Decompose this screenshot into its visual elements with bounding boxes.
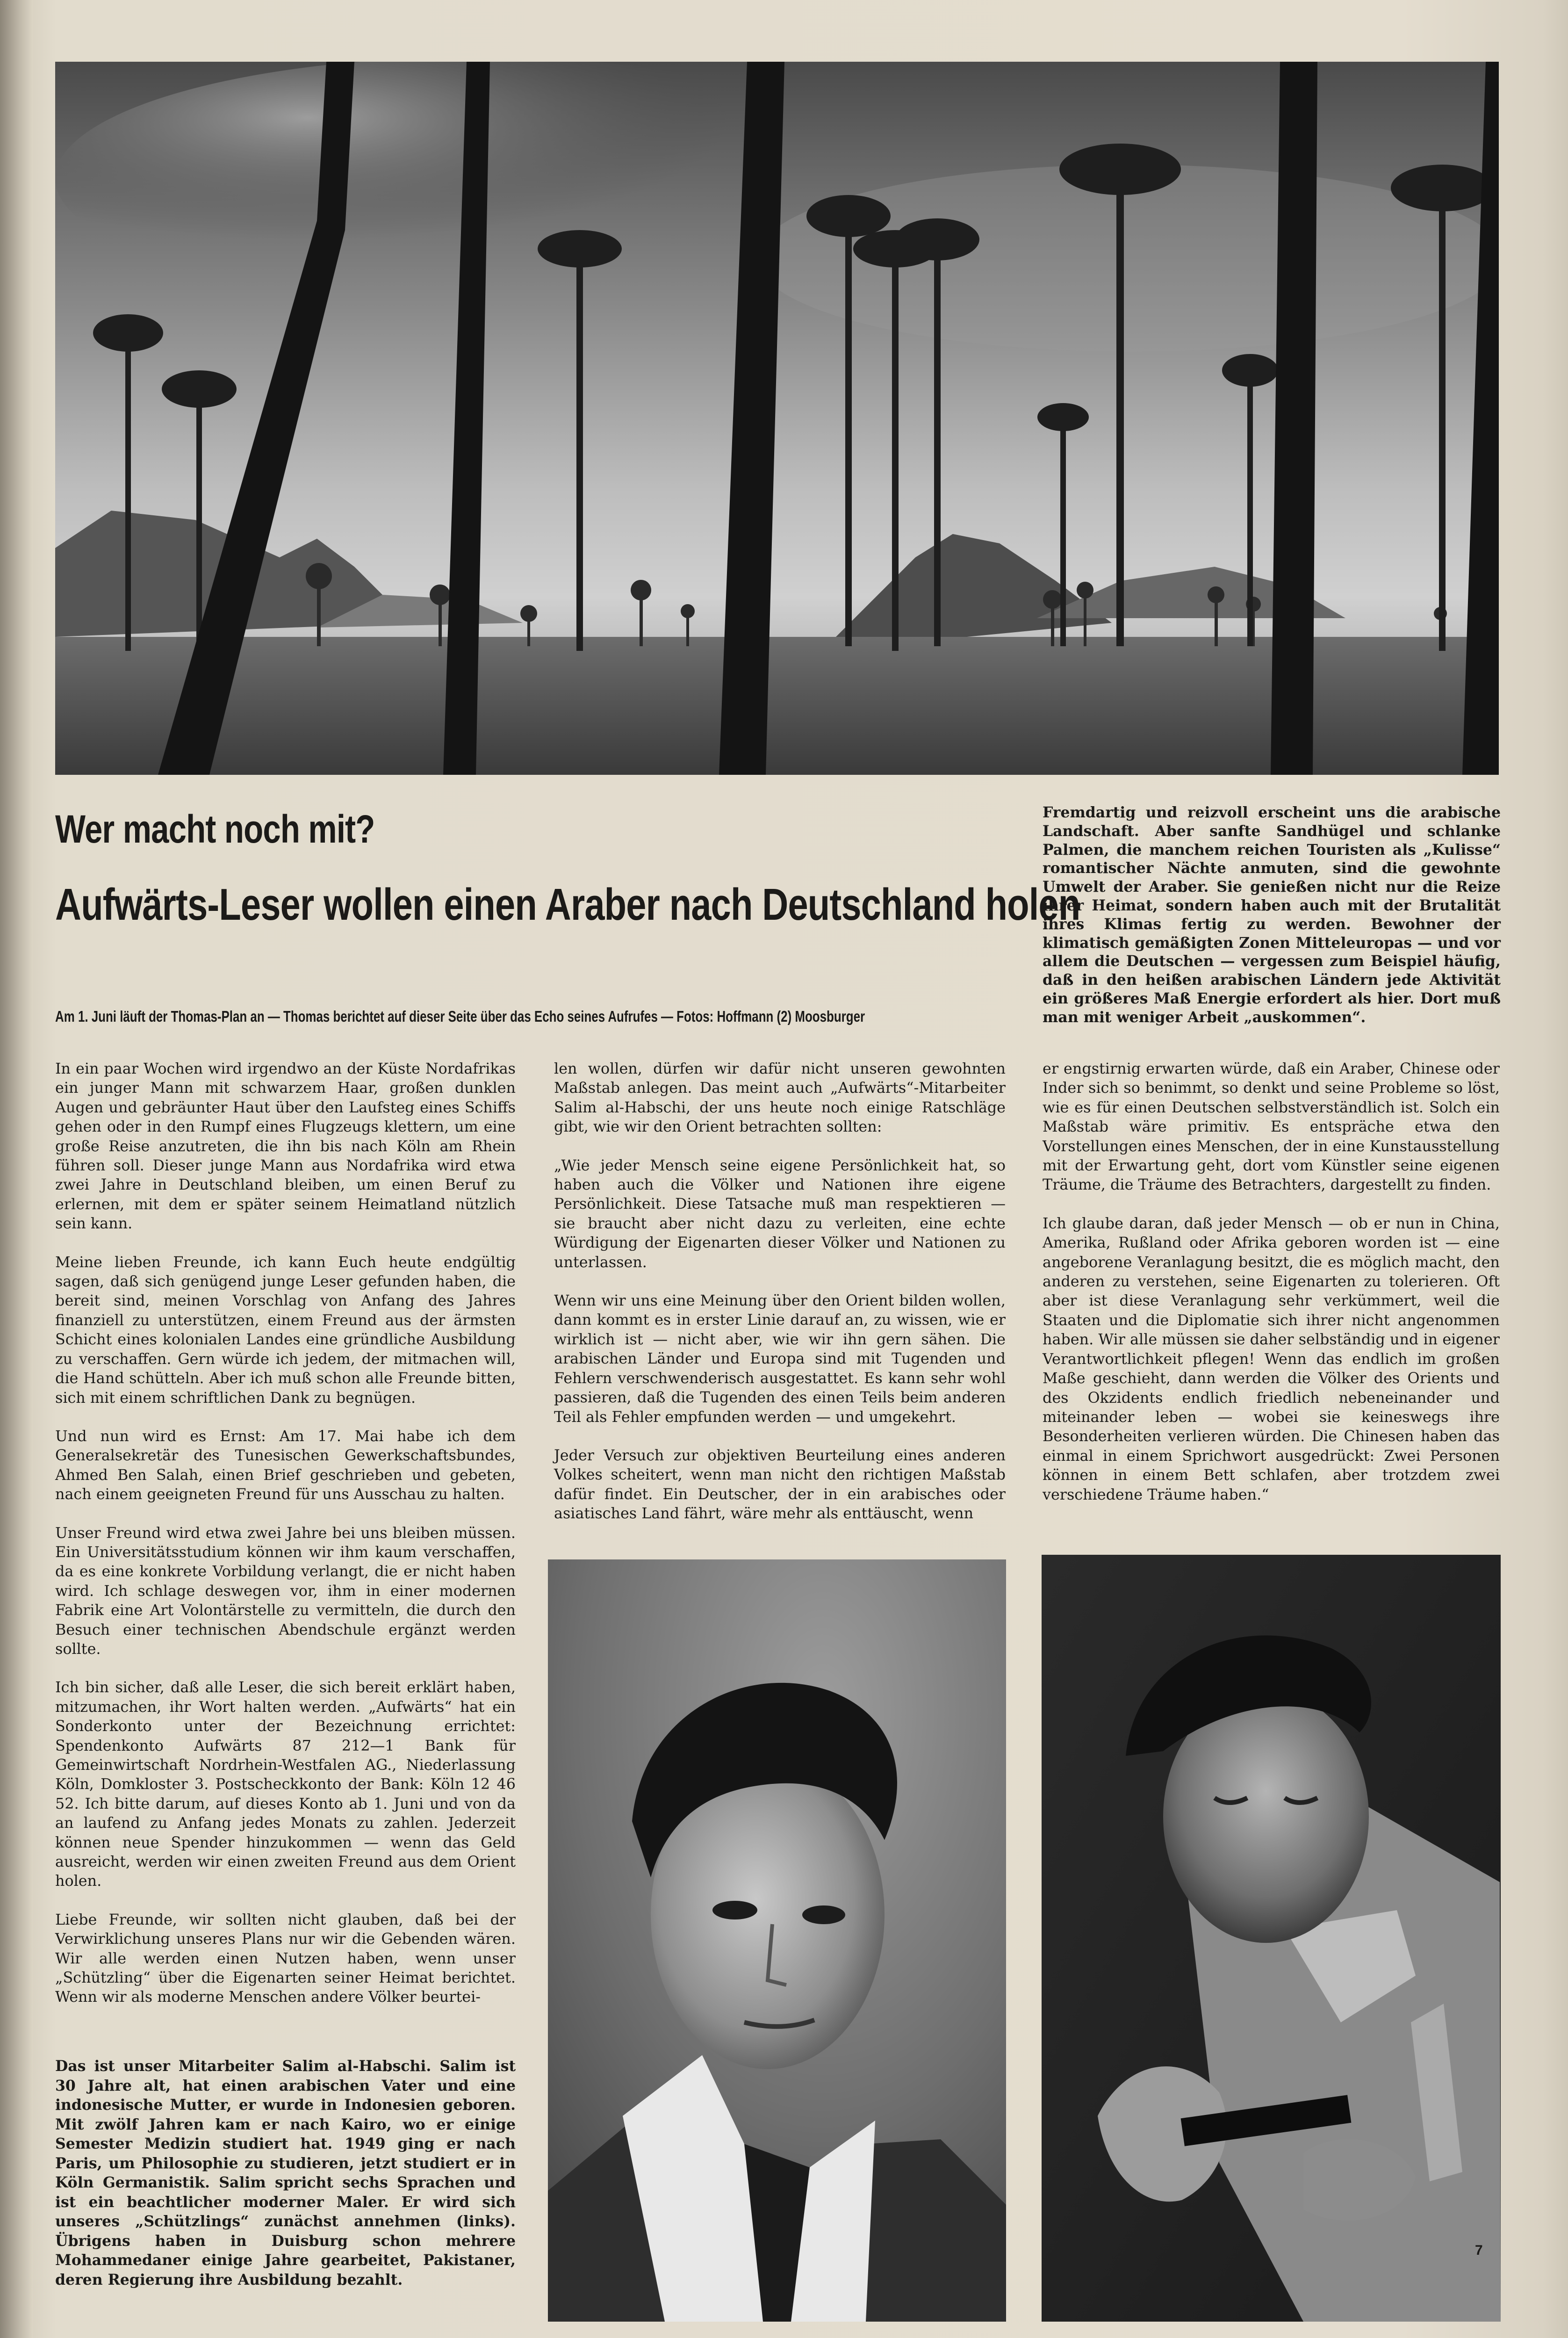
salim-portrait-photo [548,1559,1006,2322]
paragraph: Meine lieben Freunde, ich kann Euch heute endgültig sagen, daß sich genügend junge Leser gefunden haben, die bereit sind, meinen Vorschlag von Anfang des Jahres finanziell zu unterstützen, einem Freund aus der ärmsten Schicht eines kolonialen Landes eine gründliche Ausbildung zu verschaffen. Gern würde ich jedem, der mitmachen will, die Hand schütteln. Aber ich muß schon alle Freunde bitten, sich mit einem schriftlichen Dank zu begnügen. [55,1253,516,1407]
paragraph: len wollen, dürfen wir dafür nicht unseren gewohnten Maßstab anlegen. Das meint auch „Aufwärts“-Mitarbeiter Salim al-Habschi, der uns heute noch einige Ratschläge gibt, wie wir den Orient betrachten sollten: [554,1060,1006,1136]
paragraph: Und nun wird es Ernst: Am 17. Mai habe ich dem Generalsekretär des Tunesischen Gewerkschaftsbundes, Ahmed Ben Salah, einen Brief geschrieben und gebeten, nach einem geeigneten Freund für uns Ausschau zu halten. [55,1427,516,1503]
headline-main: Aufwärts-Leser wollen einen Araber nach Deutschland holen [55,880,1080,930]
paragraph: Liebe Freunde, wir sollten nicht glauben, daß bei der Verwirklichung unseres Plans nur wir die Gebenden wären. Wir alle werden einen Nutzen haben, wenn unser „Schützling“ über die Eigenarten seiner Heimat berichtet. Wenn wir als moderne Menschen andere Völker beurtei- [55,1911,516,2006]
working-student-photo [1042,1555,1501,2322]
paragraph: „Wie jeder Mensch seine eigene Persönlichkeit hat, so haben auch die Völker und Nationen ihre eigene Persönlichkeit. Diese Tatsache muß man respektieren — sie braucht aber nicht dazu zu verleiten, eine echte Würdigung der Eigenarten dieser Völker und Nationen zu unterlassen. [554,1156,1006,1271]
credit-line: Am 1. Juni läuft der Thomas-Plan an — Thomas berichtet auf dieser Seite über das Echo seines Aufrufes — Fotos: Hoffmann (2) Moosburger [55,1008,865,1025]
binding-gutter [0,0,33,2338]
intro-paragraph: Fremdartig und reizvoll erscheint uns die arabische Landschaft. Aber sanfte Sandhügel und schlanke Palmen, die manchem reichen Touristen als „Kulisse“ romantischer Nächte anmuten, sind die gewohnte Umwelt der Araber. Sie genießen nicht nur die Reize ihrer Heimat, sondern haben auch mit der Brutalität ihres Klimas fertig zu werden. Bewohner der klimatisch gemäßigten Zonen Mitteleuropas — und vor allem die Deutschen — vergessen zum Beispiel häufig, daß in den heißen arabischen Ländern jede Aktivität ein größeres Maß Energie erfordert als hier. Dort muß man mit weniger Arbeit „auskommen“. [1043,804,1501,1026]
text-column-1 [55,1059,516,2026]
paragraph: In ein paar Wochen wird irgendwo an der Küste Nordafrikas ein junger Mann mit schwarzem Haar, großen dunklen Augen und gebräunter Haut über den Laufsteg eines Schiffs gehen oder in den Rumpf eines Flugzeugs klettern, um eine große Reise anzutreten, die ihn bis nach Köln am Rhein führen soll. Dieser junge Mann aus Nordafrika wird etwa zwei Jahre in Deutschland bleiben, um einen Beruf zu erlernen, mit dem er später seinem Heimatland nützlich sein kann. [55,1060,516,1233]
paragraph: Jeder Versuch zur objektiven Beurteilung eines anderen Volkes scheitert, wenn man nicht den richtigen Maßstab dafür findet. Ein Deutscher, der in ein arabisches oder asiatisches Land fährt, wäre mehr als enttäuscht, wenn [554,1446,1006,1523]
text-column-3 [1043,1059,1500,1523]
paragraph: er engstirnig erwarten würde, daß ein Araber, Chinese oder Inder sich so benimmt, so denkt und seine Probleme so löst, wie es für einen Deutschen selbstverständlich ist. Solch ein Maßstab wäre primitiv. Es entspräche etwa den Vorstellungen eines Menschen, der in eine Kunstausstellung mit der Erwartung geht, dort vom Künstler seine eigenen Träume, die Träume des Betrachters, dargestellt zu finden. [1043,1060,1500,1194]
paragraph: Unser Freund wird etwa zwei Jahre bei uns bleiben müssen. Ein Universitätsstudium können wir ihm kaum verschaffen, da es eine konkrete Vorbildung verlangt, die er nicht haben wird. Ich schlage deswegen vor, ihm in einer modernen Fabrik eine Art Volontärstelle zu vermitteln, die durch den Besuch einer technischen Abendschule ergänzt werden sollte. [55,1524,516,1658]
paragraph: Ich glaube daran, daß jeder Mensch — ob er nun in China, Amerika, Rußland oder Afrika geboren worden ist — eine angeborene Veranlagung besitzt, die es möglich macht, den anderen zu verstehen, seine Eigenarten zu tolerieren. Oft aber ist diese Veranlagung sehr verkümmert, weil die Staaten und die Diplomatie sich ihrer nicht angenommen haben. Wir alle müssen sie daher selbständig und in eigener Verantwortlichkeit pflegen! Wenn das endlich im großen Maße geschieht, dann werden die Völker des Orients und des Okzidents endlich friedlich nebeneinander und miteinander leben — wobei sie keineswegs ihre Besonderheiten verlieren würden. Die Chinesen haben das einmal in einem Sprichwort ausgedrückt: Zwei Personen können in einem Bett schlafen, aber trotzdem zwei verschiedene Träume haben.“ [1043,1214,1500,1503]
headline-question: Wer macht noch mit? [55,807,375,851]
palm-landscape-photo [55,62,1499,775]
page-number: 7 [1475,2243,1483,2258]
photo-caption: Das ist unser Mitarbeiter Salim al-Habschi. Salim ist 30 Jahre alt, hat einen arabischen Vater und eine indonesische Mutter, er wurde in Indonesien geboren. Mit zwölf Jahren kam er nach Kairo, wo er einige Semester Medizin studiert hat. 1949 ging er nach Paris, um Philosophie zu studieren, jetzt studiert er in Köln Germanistik. Salim spricht sechs Sprachen und ist ein beachtlicher moderner Maler. Er wird sich unseres „Schützlings“ zunächst annehmen (links). Übrigens haben in Duisburg schon mehrere Mohammedaner einige Jahre gearbeitet, Pakistaner, deren Regierung ihre Ausbildung bezahlt. [55,2057,516,2288]
paragraph: Ich bin sicher, daß alle Leser, die sich bereit erklärt haben, mitzumachen, ihr Wort halten werden. „Aufwärts“ hat ein Sonderkonto unter der Bezeichnung errichtet: Spendenkonto Aufwärts 87 212—1 Bank für Gemeinwirtschaft Nordrhein-Westfalen AG., Niederlassung Köln, Domkloster 3. Postscheckkonto der Bank: Köln 12 46 52. Ich bitte darum, auf dieses Konto ab 1. Juni und von da an laufend zu Anfang jedes Monats zu zahlen. Jederzeit können neue Spender hinzukommen — wenn das Geld ausreicht, werden wir einen zweiten Freund aus dem Orient holen. [55,1679,516,1890]
paragraph: Wenn wir uns eine Meinung über den Orient bilden wollen, dann kommt es in erster Linie darauf an, zu wissen, wie er wirklich ist — nicht aber, wie wir ihn gern sähen. Die arabischen Länder und Europa sind mit Tugenden und Fehlern verschwenderisch ausgestattet. Es kann sehr wohl passieren, daß die Tugenden des einen Teils beim anderen Teil als Fehler empfunden werden — und umgekehrt. [554,1292,1006,1426]
text-column-2 [554,1059,1006,1543]
